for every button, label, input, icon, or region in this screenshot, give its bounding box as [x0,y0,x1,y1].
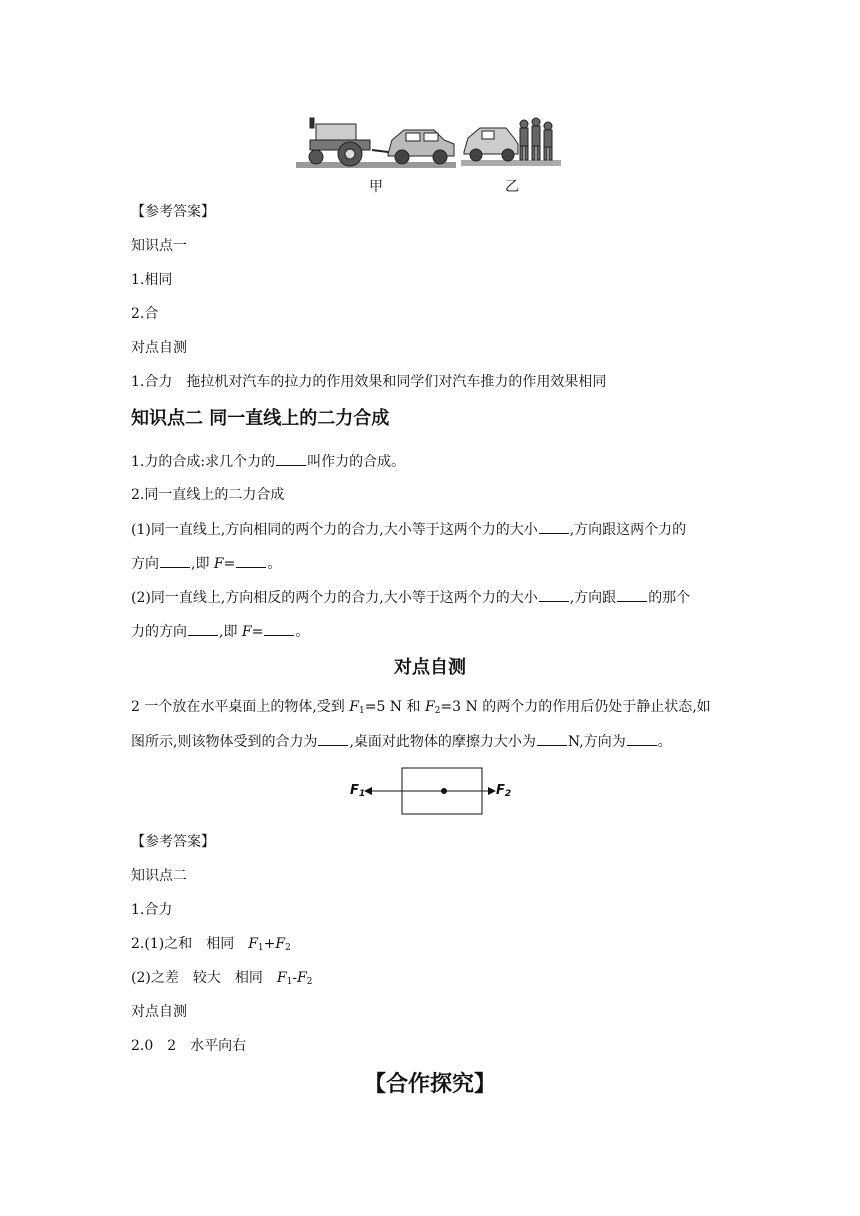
car-icon [388,130,454,164]
answer-2-1: 1.合力 [131,902,173,918]
answer-blank[interactable] [276,451,306,466]
answer-self-test-1: 对点自测 [131,340,187,356]
answer-blank[interactable] [539,587,569,602]
answer-header-1: 【参考答案】 [131,204,215,220]
answer-section-2: 知识点二 [131,868,187,884]
figure-label-yi: 乙 [505,179,519,195]
answer-1-3: 1.合力 拖拉机对汽车的拉力的作用效果和同学们对汽车推力的作用效果相同 [131,374,607,390]
kp2-title: 知识点二 同一直线上的二力合成 [131,408,390,429]
answer-2-3: (2)之差 较大 相同 $F_1-F_2$ [131,970,313,987]
tractor-icon [309,118,370,166]
answer-blank[interactable] [537,731,567,746]
kp2-q2-2-line1: (2)同一直线上,方向相反的两个力的合力,大小等于这两个力的大小 ,方向跟 的那个 [131,587,690,608]
answer-blank[interactable] [539,519,569,534]
answer-section-1: 知识点一 [131,238,187,254]
selftest2-line2: 图所示,则该物体受到的合力为 ,桌面对此物体的摩擦力大小为 N,方向为 。 [131,731,672,752]
self-test-title: 对点自测 [394,657,466,678]
tractor-car-figure [296,114,566,174]
answer-1-1: 1.相同 [131,272,173,288]
answer-blank[interactable] [627,731,657,746]
center-dot [441,788,447,794]
arrow-left-icon [364,787,372,795]
answer-blank[interactable] [318,731,348,746]
force-label-f1: $F_1$ [350,783,366,799]
answer-2-2: 2.(1)之和 相同 $F_1+F_2$ [131,936,291,953]
answer-blank[interactable] [236,553,266,568]
answer-header-2: 【参考答案】 [131,834,215,850]
answer-blank[interactable] [617,587,647,602]
kp2-q2-2-line2: 力的方向 ,即 F= 。 [131,621,309,642]
answer-2-4: 2.0 2 水平向右 [131,1038,247,1054]
answer-1-2: 2.合 [131,306,159,322]
kp2-q1: 1.力的合成:求几个力的 叫作力的合成。 [131,451,405,472]
answer-self-test-2: 对点自测 [131,1004,187,1020]
arrow-right-icon [488,787,496,795]
kp2-q2-1-line2: 方向 ,即 F= 。 [131,553,281,574]
pushed-car-icon [464,128,518,161]
students-icon [520,118,552,160]
kp2-q2: 2.同一直线上的二力合成 [131,487,285,503]
answer-blank[interactable] [160,553,190,568]
kp2-q2-1-line1: (1)同一直线上,方向相同的两个力的合力,大小等于这两个力的大小 ,方向跟这两个力的 [131,519,686,540]
selftest2-line1: 2 一个放在水平桌面上的物体,受到 $F_1=5$ N 和 $F_2=3$ N 的两个力的作用后仍处于静止状态,如 [131,699,711,716]
figure-label-jia: 甲 [369,179,383,195]
cooperative-inquiry-heading: 【合作探究】 [363,1072,496,1097]
answer-blank[interactable] [264,621,294,636]
answer-blank[interactable] [188,621,218,636]
force-label-f2: $F_2$ [496,783,512,799]
